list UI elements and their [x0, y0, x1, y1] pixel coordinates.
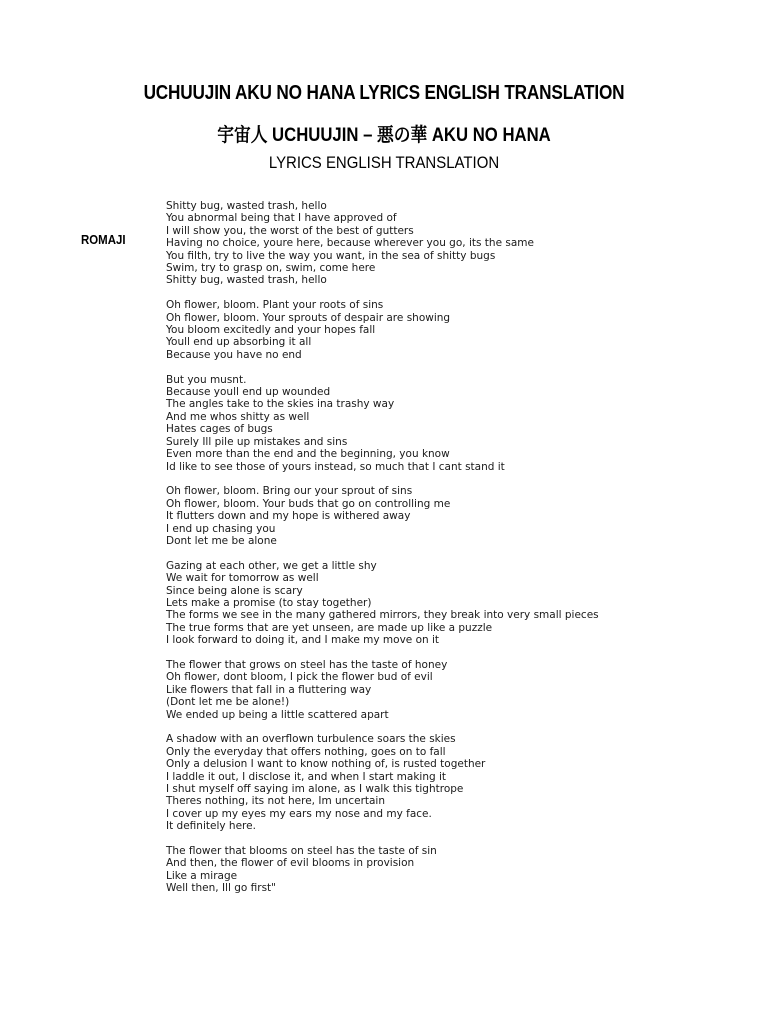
lyric-line: You filth, try to live the way you want, in the sea of shitty bugs — [166, 249, 496, 262]
lyrics-stanza — [166, 845, 726, 895]
lyric-line: Youll end up absorbing it all — [166, 336, 312, 349]
lyric-line: And me whos shitty as well — [166, 410, 310, 423]
lyric-line: The true forms that are yet unseen, are made up like a puzzle — [166, 621, 493, 634]
lyric-line: Oh flower, bloom. Bring our your sprout of sins — [166, 485, 413, 498]
lyrics-stanza — [166, 299, 726, 361]
lyric-line: But you musnt. — [166, 373, 247, 386]
lyric-line: Oh flower, bloom. Your sprouts of despair are showing — [166, 311, 451, 324]
lyric-line: I will show you, the worst of the best of gutters — [166, 224, 414, 237]
lyric-line: Like flowers that fall in a fluttering way — [166, 683, 372, 696]
lyric-line: Lets make a promise (to stay together) — [166, 596, 372, 609]
lyric-line: I laddle it out, I disclose it, and when I start making it — [166, 770, 447, 783]
lyric-line: The forms we see in the many gathered mirrors, they break into very small pieces — [166, 609, 599, 622]
lyric-line: And then, the flower of evil blooms in provision — [166, 857, 415, 870]
lyric-line: Oh flower, bloom. Plant your roots of sins — [166, 299, 384, 312]
lyric-line: Theres nothing, its not here, Im uncertain — [166, 795, 386, 808]
lyric-line: Because you have no end — [166, 348, 302, 361]
lyric-line: Surely Ill pile up mistakes and sins — [166, 435, 348, 448]
lyric-line: The flower that grows on steel has the taste of honey — [166, 658, 448, 671]
lyric-line: Even more than the end and the beginning, you know — [166, 448, 450, 461]
lyric-line: Only the everyday that offers nothing, goes on to fall — [166, 745, 446, 758]
lyric-line: A shadow with an overflown turbulence soars the skies — [166, 733, 456, 746]
lyrics-stanza — [166, 200, 726, 287]
section-heading: LYRICS ENGLISH TRANSLATION — [268, 153, 500, 172]
lyric-line: Like a mirage — [166, 869, 238, 882]
lyric-line: Because youll end up wounded — [166, 386, 331, 399]
lyric-line: We ended up being a little scattered apart — [166, 708, 389, 721]
lyric-line: Shitty bug, wasted trash, hello — [166, 200, 327, 212]
lyrics-stanza — [166, 733, 726, 832]
lyric-line: Oh flower, dont bloom, I pick the flower bud of evil — [166, 671, 433, 684]
lyric-line: Well then, Ill go first" — [166, 882, 277, 895]
lyric-line: Id like to see those of yours instead, so much that I cant stand it — [166, 460, 505, 473]
lyric-line: Gazing at each other, we get a little shy — [166, 559, 377, 572]
lyric-line: Dont let me be alone — [166, 534, 277, 547]
song-subtitle: 宇宙人 UCHUUJIN – 悪の華 AKU NO HANA — [217, 125, 551, 146]
lyric-line: You bloom excitedly and your hopes fall — [166, 324, 376, 337]
lyrics-stanza — [166, 374, 726, 473]
lyric-line: We wait for tomorrow as well — [166, 572, 319, 585]
lyric-line: You abnormal being that I have approved of — [166, 212, 397, 225]
lyric-line: Shitty bug, wasted trash, hello — [166, 274, 327, 287]
lyric-line: (Dont let me be alone!) — [166, 696, 290, 709]
lyrics-body — [166, 200, 726, 907]
lyric-line: Since being alone is scary — [166, 584, 303, 597]
lyric-line: I end up chasing you — [166, 522, 276, 535]
lyric-line: I look forward to doing it, and I make my move on it — [166, 634, 440, 647]
romaji-label: ROMAJI — [81, 232, 126, 247]
lyric-line: It definitely here. — [166, 820, 256, 833]
lyric-line: The angles take to the skies ina trashy way — [166, 398, 395, 411]
lyric-line: Only a delusion I want to know nothing of, is rusted together — [166, 758, 486, 771]
page-title: UCHUUJIN AKU NO HANA LYRICS ENGLISH TRANSLATION — [143, 82, 625, 104]
lyrics-stanza — [166, 560, 726, 647]
lyric-line: It flutters down and my hope is withered away — [166, 510, 411, 523]
lyric-line: I shut myself off saying im alone, as I walk this tightrope — [166, 783, 464, 795]
lyric-line: Having no choice, youre here, because wherever you go, its the same — [166, 237, 534, 250]
lyrics-stanza — [166, 485, 726, 547]
lyric-line: The flower that blooms on steel has the taste of sin — [166, 845, 437, 858]
lyric-line: Swim, try to grasp on, swim, come here — [166, 262, 376, 275]
lyrics-stanza — [166, 659, 726, 721]
lyric-line: Hates cages of bugs — [166, 423, 273, 436]
lyric-line: Oh flower, bloom. Your buds that go on controlling me — [166, 497, 451, 510]
lyric-line: I cover up my eyes my ears my nose and my face. — [166, 807, 432, 820]
